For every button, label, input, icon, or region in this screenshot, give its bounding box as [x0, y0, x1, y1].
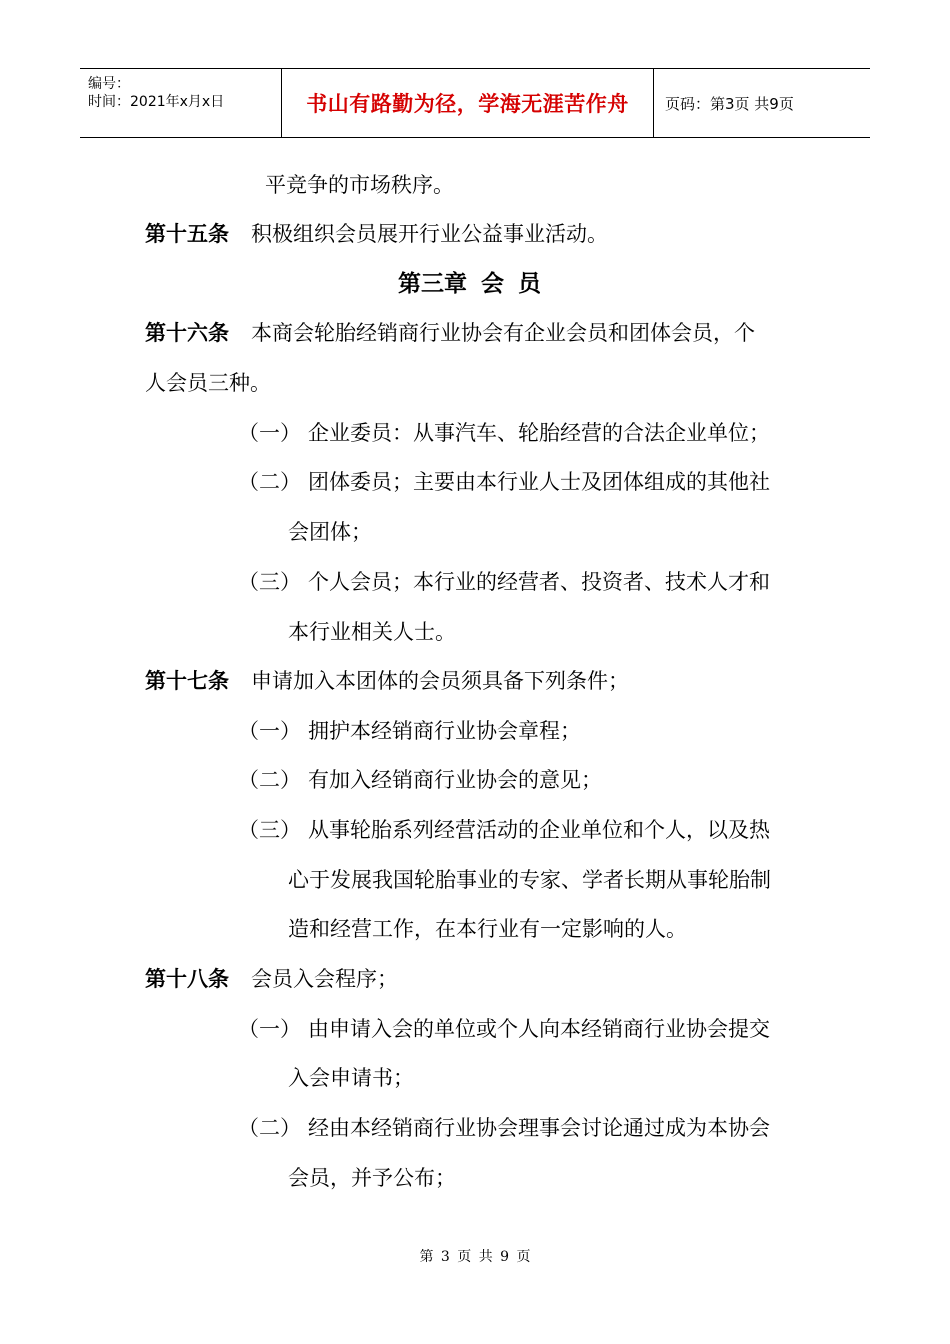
list-marker: （一） [238, 719, 301, 743]
header-meta [80, 69, 280, 137]
article-16 [145, 321, 755, 346]
chapter-title-part-1: 会 [481, 271, 504, 297]
list-item-text: 拥护本经销商行业协会章程； [308, 719, 581, 743]
article-17-text: 申请加入本团体的会员须具备下列条件； [251, 669, 629, 693]
list-item-text: 由申请入会的单位或个人向本经销商行业协会提交 [308, 1017, 770, 1041]
list-item [238, 1017, 770, 1042]
list-item-continuation: 心于发展我国轮胎事业的专家、学者长期从事轮胎制 [288, 868, 771, 892]
article-16-text-line-1: 本商会轮胎经销商行业协会有企业会员和团体会员，个 [251, 321, 755, 345]
chapter-heading [398, 271, 555, 299]
article-17 [145, 669, 629, 694]
list-marker: （二） [238, 768, 301, 792]
header-motto: 书山有路勤为径，学海无涯苦作舟 [306, 92, 629, 116]
article-17-title: 第十七条 [145, 669, 229, 693]
chapter-title-part-2: 员 [518, 271, 541, 297]
list-marker: （二） [238, 470, 301, 494]
list-item-text: 有加入经销商行业协会的意见； [308, 768, 602, 792]
article-15-title: 第十五条 [145, 222, 229, 246]
page-footer: 第 3 页 共 9 页 [419, 1249, 531, 1265]
article-16-text-line-2: 人会员三种。 [145, 371, 271, 395]
page-header [80, 68, 870, 138]
list-item [238, 719, 581, 744]
list-item-continuation: 会员，并予公布； [288, 1166, 456, 1190]
header-page-cell [653, 69, 870, 137]
chapter-number: 第三章 [398, 271, 467, 297]
list-marker: （二） [238, 1116, 301, 1140]
list-item [238, 570, 770, 595]
article-18-text: 会员入会程序； [251, 967, 398, 991]
article-18-title: 第十八条 [145, 967, 229, 991]
list-marker: （一） [238, 421, 301, 445]
list-item-text: 从事轮胎系列经营活动的企业单位和个人，以及热 [308, 818, 770, 842]
list-item [238, 421, 770, 446]
list-item [238, 1116, 770, 1141]
list-item [238, 768, 602, 793]
list-marker: （一） [238, 1017, 301, 1041]
article-15 [145, 222, 608, 247]
continued-line: 平竞争的市场秩序。 [265, 173, 454, 197]
list-item-continuation: 会团体； [288, 520, 372, 544]
list-item-text: 经由本经销商行业协会理事会讨论通过成为本协会 [308, 1116, 770, 1140]
article-18 [145, 967, 398, 992]
list-marker: （三） [238, 570, 301, 594]
list-item-continuation: 本行业相关人士。 [288, 620, 456, 644]
list-item-continuation: 入会申请书； [288, 1066, 414, 1090]
list-item-text: 企业委员：从事汽车、轮胎经营的合法企业单位； [308, 421, 770, 445]
list-item-continuation: 造和经营工作，在本行业有一定影响的人。 [288, 917, 687, 941]
list-marker: （三） [238, 818, 301, 842]
article-16-title: 第十六条 [145, 321, 229, 345]
header-page-info: 页码：第3页 共9页 [665, 94, 794, 113]
document-date: 时间：2021年x月x日 [88, 94, 225, 110]
header-motto-cell [281, 69, 654, 137]
list-item-text: 团体委员；主要由本行业人士及团体组成的其他社 [308, 470, 770, 494]
document-number-label: 编号： [88, 76, 130, 92]
article-15-text: 积极组织会员展开行业公益事业活动。 [251, 222, 608, 246]
list-item [238, 470, 770, 495]
list-item [238, 818, 770, 843]
list-item-text: 个人会员；本行业的经营者、投资者、技术人才和 [308, 570, 770, 594]
